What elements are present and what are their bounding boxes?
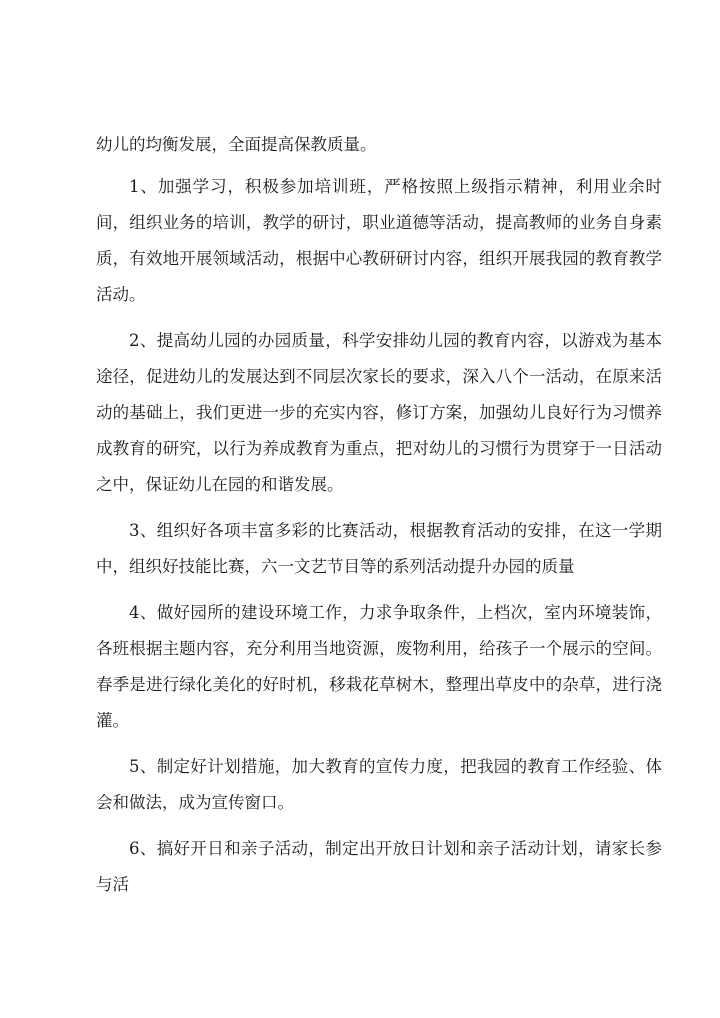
paragraph-item-4: 4、做好园所的建设环境工作，力求争取条件，上档次，室内环境装饰，各班根据主题内容，充分利用当地资源，废物利用，给孩子一个展示的空间。春季是进行绿化美化的好时机，移栽花草树木，整理出草皮中的杂草，进行浇灌。 <box>96 603 662 730</box>
paragraph-item-3: 3、组织好各项丰富多彩的比赛活动，根据教育活动的安排，在这一学期中，组织好技能比赛，六一文艺节目等的系列活动提升办园的质量 <box>96 521 662 576</box>
document-body <box>96 127 662 913</box>
paragraph-item-6: 6、搞好开日和亲子活动，制定出开放日计划和亲子活动计划，请家长参与活 <box>96 839 662 894</box>
paragraph-item-2: 2、提高幼儿园的办园质量，科学安排幼儿园的教育内容，以游戏为基本途径，促进幼儿的发展达到不同层次家长的要求，深入八个一活动，在原来活动的基础上，我们更进一步的充实内容，修订方案，加强幼儿良好行为习惯养成教育的研究，以行为养成教育为重点，把对幼儿的习惯行为贯穿于一日活动之中，保证幼儿在园的和谐发展。 <box>96 331 662 494</box>
paragraph-item-1: 1、加强学习，积极参加培训班，严格按照上级指示精神，利用业余时间，组织业务的培训，教学的研讨，职业道德等活动，提高教师的业务自身素质，有效地开展领域活动，根据中心教研研讨内容，组织开展我园的教育教学活动。 <box>96 177 662 304</box>
paragraph-continuation: 幼儿的均衡发展，全面提高保教质量。 <box>96 135 377 154</box>
paragraph-item-5: 5、制定好计划措施，加大教育的宣传力度，把我园的教育工作经验、体会和做法，成为宣传窗口。 <box>96 757 662 812</box>
